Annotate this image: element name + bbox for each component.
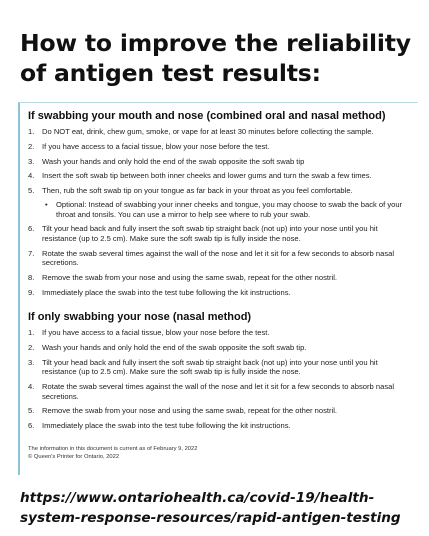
step-number: 4. xyxy=(28,171,35,181)
step-text: Wash your hands and only hold the end of the swab opposite the soft swab tip. xyxy=(42,342,307,352)
step-text: Tilt your head back and fully insert the soft swab tip straight back (not up) into your nose until you hit resistance (up to 2.5 cm). Make sure the soft swab tip is fully inside the nose. xyxy=(42,357,378,377)
step-text: Then, rub the soft swab tip on your tongue as far back in your throat as you feel comfortable. xyxy=(42,186,353,196)
combined-step-2 xyxy=(28,142,412,152)
copyright-notice: © Queen's Printer for Ontario, 2022 xyxy=(28,454,120,461)
combined-step-6 xyxy=(28,224,412,243)
source-url: https://www.ontariohealth.ca/covid-19/health-system-response-resources/rapid-antigen-testing xyxy=(20,490,401,526)
document-footer xyxy=(28,445,408,462)
currency-note: The information in this document is current as of February 9, 2022 xyxy=(28,446,198,452)
step-number: 6. xyxy=(28,421,35,431)
step-number: 1. xyxy=(28,328,35,337)
step-text: Immediately place the swab into the test tube following the kit instructions. xyxy=(42,421,291,431)
nasal-step-5 xyxy=(28,406,412,416)
optional-note-text: Optional: Instead of swabbing your inner cheeks and tongue, you may choose to swab the back of your throat and tonsils. You can use a mirror to help see where to rub your swab. xyxy=(56,199,403,219)
step-number: 3. xyxy=(28,156,35,166)
step-number: 5. xyxy=(28,186,35,196)
step-number: 3. xyxy=(28,357,35,367)
nasal-step-3 xyxy=(28,358,412,377)
step-number: 4. xyxy=(28,381,35,391)
step-text: Rotate the swab several times against the wall of the nose and let it sit for a few seconds to absorb nasal secretions. xyxy=(42,248,395,268)
bullet-icon: • xyxy=(45,199,48,209)
step-text: Tilt your head back and fully insert the soft swab tip straight back (not up) into your nose until you hit resistance (up to 2.5 cm). Make sure the soft swab tip is fully inside the nose. xyxy=(42,224,378,243)
combined-step-7 xyxy=(28,249,412,268)
step-text: Remove the swab from your nose and using the same swab, repeat for the other nostril. xyxy=(42,273,338,283)
page-title: How to improve the reliability of antigen test results: xyxy=(20,29,411,87)
step-text: Wash your hands and only hold the end of the swab opposite the soft swab tip xyxy=(42,156,305,166)
step-number: 8. xyxy=(28,273,35,283)
step-number: 5. xyxy=(28,406,35,416)
step-number: 2. xyxy=(28,141,35,151)
step-text: If you have access to a facial tissue, blow your nose before the test. xyxy=(42,328,270,337)
nasal-step-6 xyxy=(28,421,412,431)
step-text: Remove the swab from your nose and using the same swab, repeat for the other nostril. xyxy=(42,406,338,416)
step-number: 7. xyxy=(28,248,35,258)
nasal-step-4 xyxy=(28,382,412,401)
combined-step-5 xyxy=(28,186,412,196)
combined-step-4 xyxy=(28,171,412,181)
nasal-method-heading: If only swabbing your nose (nasal method) xyxy=(28,311,252,323)
step-number: 2. xyxy=(28,342,35,352)
step-text: Rotate the swab several times against the wall of the nose and let it sit for a few seconds to absorb nasal secretions. xyxy=(42,381,395,401)
combined-method-section xyxy=(28,109,412,303)
combined-step-9 xyxy=(28,288,412,298)
step-number: 9. xyxy=(28,287,35,297)
combined-step-3 xyxy=(28,157,412,167)
nasal-method-section xyxy=(28,310,412,436)
optional-note xyxy=(28,200,412,219)
step-text: Immediately place the swab into the test tube following the kit instructions. xyxy=(42,287,291,297)
step-text: Insert the soft swab tip between both inner cheeks and lower gums and turn the swab a few times. xyxy=(42,171,372,181)
combined-step-8 xyxy=(28,273,412,283)
nasal-step-2 xyxy=(28,343,412,353)
step-text: Do NOT eat, drink, chew gum, smoke, or vape for at least 30 minutes before collecting the sample. xyxy=(42,127,374,136)
step-number: 6. xyxy=(28,224,35,234)
step-text: If you have access to a facial tissue, blow your nose before the test. xyxy=(42,141,270,151)
step-number: 1. xyxy=(28,127,35,136)
instructions-document xyxy=(18,102,418,475)
combined-method-heading: If swabbing your mouth and nose (combined oral and nasal method) xyxy=(28,110,386,122)
nasal-step-1 xyxy=(28,328,412,338)
combined-step-1 xyxy=(28,127,412,137)
